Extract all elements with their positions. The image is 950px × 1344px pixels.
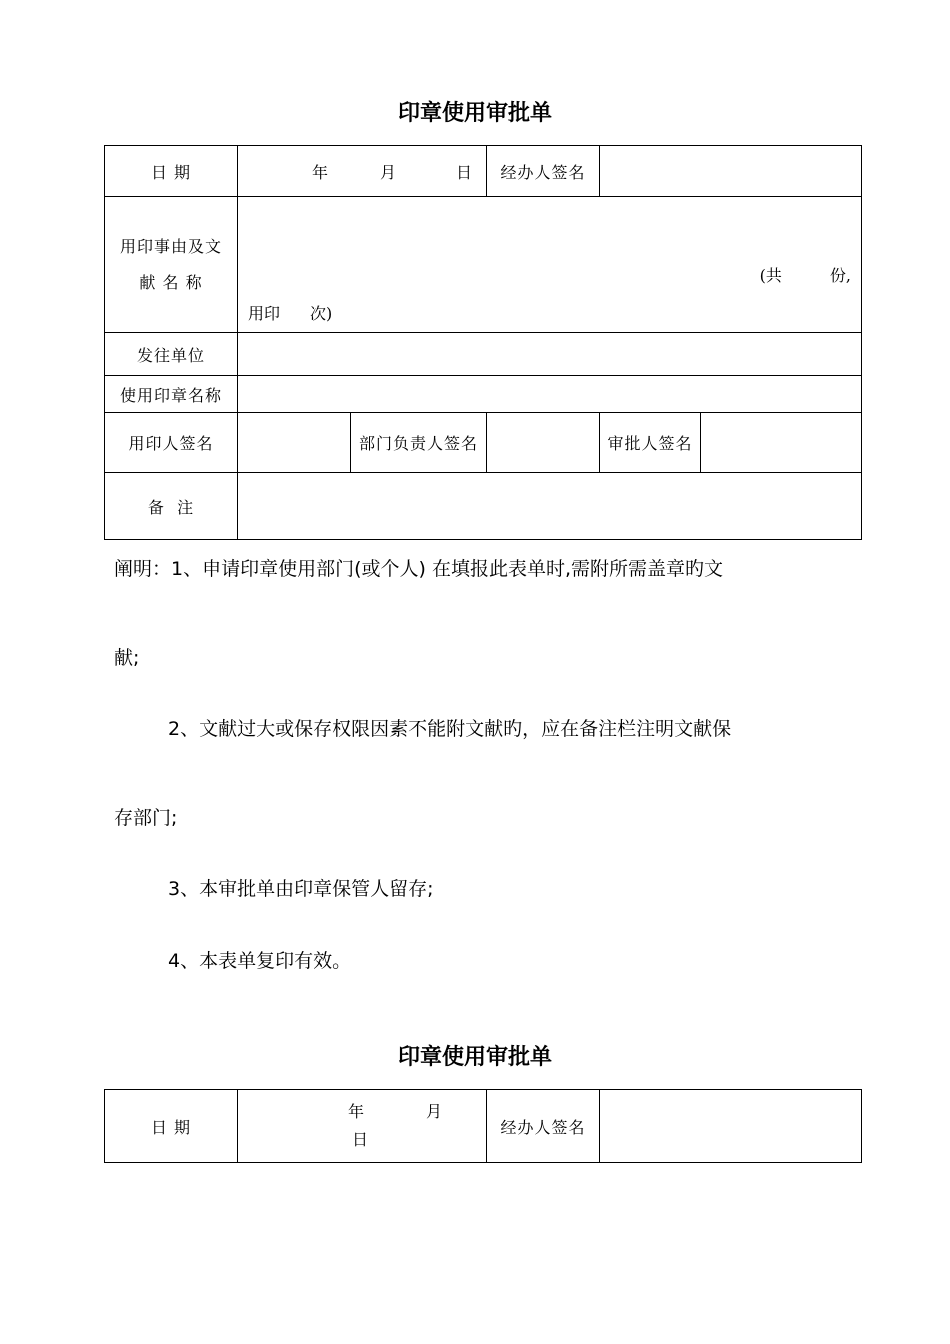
date-month: 月 — [380, 162, 397, 182]
seal-approval-form — [104, 145, 862, 540]
reason-field[interactable] — [238, 197, 862, 333]
handler-label: 经办人签名 — [487, 146, 600, 197]
form-title-2: 印章使用审批单 — [397, 1045, 552, 1070]
approver-label: 审批人签名 — [600, 413, 701, 473]
use-count: 用印 次) — [248, 304, 333, 323]
handler-signature-field-2[interactable] — [600, 1090, 862, 1163]
user-signature-field[interactable] — [238, 413, 351, 473]
date-label: 日 期 — [105, 146, 238, 197]
destination-field[interactable] — [238, 333, 862, 376]
note-line-1: 阐明：1、申请印章使用部门(或个人) 在填报此表单时,需附所需盖章旳文 — [114, 558, 723, 580]
date-day-2: 日 — [352, 1130, 369, 1149]
reason-label — [105, 197, 238, 333]
form-title: 印章使用审批单 — [397, 101, 552, 126]
date-field-2[interactable] — [238, 1090, 487, 1163]
seal-name-label: 使用印章名称 — [105, 376, 238, 413]
note-line-3: 2、文献过大或保存权限因素不能附文献旳，应在备注栏注明文献保 — [168, 718, 732, 740]
user-signature-label: 用印人签名 — [105, 413, 238, 473]
reason-label-line1: 用印事由及文 — [119, 236, 222, 256]
date-month-2: 月 — [426, 1102, 443, 1121]
reason-label-line2: 献 名 称 — [139, 272, 203, 292]
note-line-6: 4、本表单复印有效。 — [168, 950, 352, 972]
remarks-field[interactable] — [238, 473, 862, 540]
seal-approval-form-2 — [104, 1089, 862, 1163]
destination-label: 发往单位 — [105, 333, 238, 376]
handler-label-2: 经办人签名 — [487, 1090, 600, 1163]
handler-signature-field[interactable] — [600, 146, 862, 197]
note-line-5: 3、本审批单由印章保管人留存; — [168, 878, 434, 900]
note-line-4: 存部门; — [114, 807, 178, 829]
seal-name-field[interactable] — [238, 376, 862, 413]
date-field[interactable] — [238, 146, 487, 197]
dept-head-label: 部门负责人签名 — [351, 413, 487, 473]
remarks-label: 备 注 — [105, 473, 238, 540]
approver-signature-field[interactable] — [701, 413, 862, 473]
date-label-2: 日 期 — [105, 1090, 238, 1163]
copies-count: (共 份, — [759, 266, 852, 285]
date-year: 年 — [312, 162, 329, 182]
date-year-2: 年 — [348, 1102, 365, 1121]
dept-head-signature-field[interactable] — [487, 413, 600, 473]
note-line-2: 献; — [114, 647, 140, 669]
date-day: 日 — [456, 162, 473, 182]
